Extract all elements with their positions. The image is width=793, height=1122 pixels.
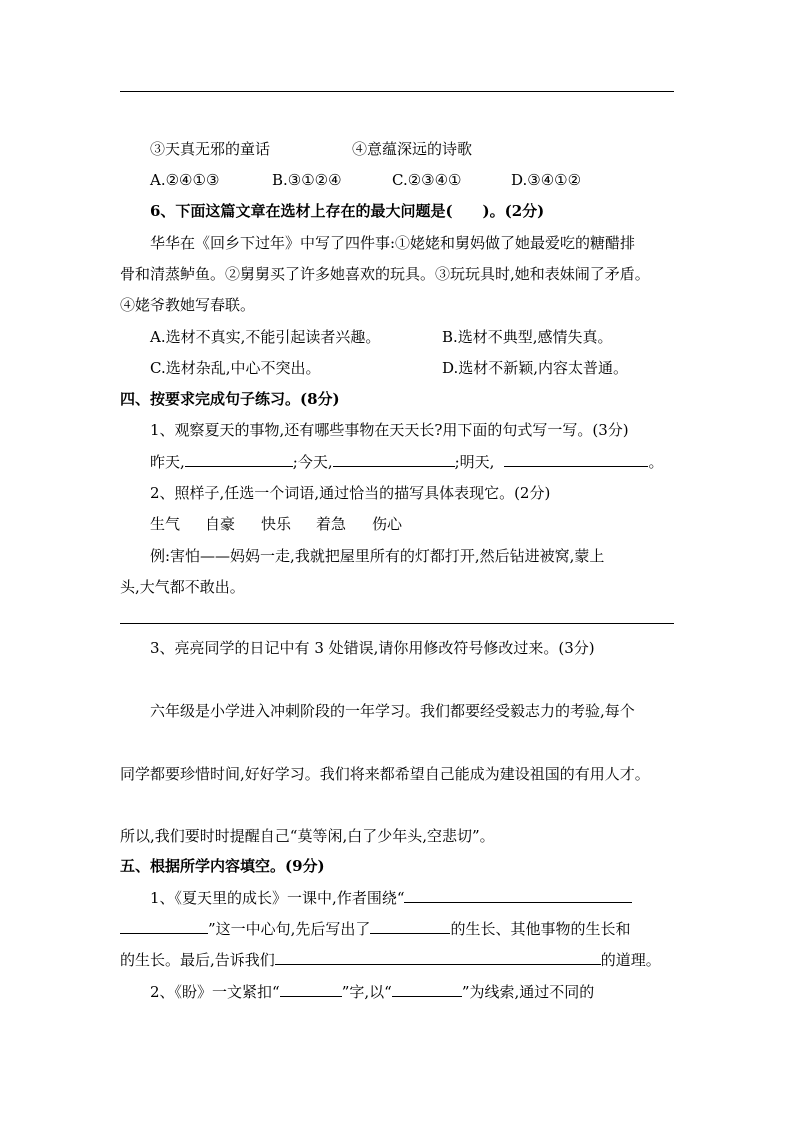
answer-blank[interactable] — [370, 919, 450, 934]
q6-choice-b: B.选材不典型,感情失真。 — [442, 328, 613, 346]
choice-b: B.③①②④ — [272, 171, 342, 189]
option-3: ③天真无邪的童话 — [150, 140, 271, 158]
answer-divider — [120, 623, 674, 624]
choice-c: C.②③④① — [392, 171, 462, 189]
s4-question-1: 1、观察夏天的事物,还有哪些事物在天天长?用下面的句式写一写。(3分) — [150, 421, 629, 439]
question-6-title: 6、下面这篇文章在选材上存在的最大问题是( )。(2分) — [150, 202, 545, 220]
s5-q1-text: 的生长。最后,告诉我们 — [120, 951, 275, 969]
choice-a: A.②④①③ — [150, 171, 220, 189]
answer-blank[interactable] — [333, 452, 455, 467]
line-end: 。 — [648, 453, 664, 471]
s5-q1-line1 — [150, 888, 632, 908]
s5-q1-text: ”这一中心句,先后写出了 — [208, 920, 371, 938]
s5-q1-text: 的生长、其他事物的生长和 — [450, 920, 631, 938]
q6-choice-d: D.选材不新颖,内容太普通。 — [442, 359, 629, 377]
word-option: 快乐 — [261, 515, 292, 533]
s5-q1-line3 — [120, 950, 661, 970]
word-option: 伤心 — [372, 515, 403, 533]
s5-q1-line2 — [120, 919, 630, 939]
diary-line: 同学都要珍惜时间,好好学习。我们将来都希望自己能成为建设祖国的有用人才。 — [120, 765, 650, 783]
word-option: 自豪 — [205, 515, 236, 533]
s5-q2-text: ”为线索,通过不同的 — [461, 983, 595, 1001]
answer-blank[interactable] — [120, 919, 208, 934]
s5-q2-text: ”字,以“ — [341, 983, 392, 1001]
section-5-title: 五、根据所学内容填空。(9分) — [120, 857, 325, 875]
answer-blank[interactable] — [185, 452, 293, 467]
answer-blank[interactable] — [404, 888, 632, 903]
example-line: 例:害怕——妈妈一走,我就把屋里所有的灯都打开,然后钻进被窝,蒙上 — [150, 547, 605, 565]
answer-blank[interactable] — [504, 452, 648, 467]
question-6-paragraph-line: 骨和清蒸鲈鱼。②舅舅买了许多她喜欢的玩具。③玩玩具时,她和表妹闹了矛盾。 — [120, 265, 650, 283]
s4-q1-fill-line — [150, 452, 663, 472]
q6-choice-a: A.选材不真实,不能引起读者兴趣。 — [150, 328, 381, 346]
diary-line: 六年级是小学进入冲刺阶段的一年学习。我们都要经受毅志力的考验,每个 — [150, 702, 635, 720]
yesterday-label: 昨天, — [150, 453, 185, 471]
today-label: ;今天, — [292, 453, 333, 471]
s4-question-3: 3、亮亮同学的日记中有 3 处错误,请你用修改符号修改过来。(3分) — [150, 639, 595, 657]
top-divider — [120, 91, 674, 92]
section-4-title: 四、按要求完成句子练习。(8分) — [120, 390, 340, 408]
word-option: 着急 — [316, 515, 347, 533]
question-6-paragraph-line: ④姥爷教她写春联。 — [120, 296, 256, 314]
answer-blank[interactable] — [392, 982, 462, 997]
word-option: 生气 — [150, 515, 181, 533]
s5-q2-line — [150, 982, 594, 1002]
s4-question-2: 2、照样子,任选一个词语,通过恰当的描写具体表现它。(2分) — [150, 484, 551, 502]
s5-q2-text: 2、《盼》一文紧扣“ — [150, 983, 280, 1001]
example-line: 头,大气都不敢出。 — [120, 578, 245, 596]
choice-d: D.③④①② — [511, 171, 582, 189]
option-4: ④意蕴深远的诗歌 — [352, 140, 473, 158]
s5-q1-text: 1、《夏天里的成长》一课中,作者围绕“ — [150, 889, 405, 907]
diary-line: 所以,我们要时时提醒自己“莫等闲,白了少年头,空悲切”。 — [120, 827, 495, 845]
s5-q1-text: 的道理。 — [600, 951, 661, 969]
q6-choice-c: C.选材杂乱,中心不突出。 — [150, 359, 321, 377]
question-6-paragraph-line: 华华在《回乡下过年》中写了四件事:①姥姥和舅妈做了她最爱吃的糖醋排 — [150, 234, 636, 252]
answer-blank[interactable] — [275, 950, 601, 965]
answer-blank[interactable] — [280, 982, 342, 997]
tomorrow-label: ;明天, — [454, 453, 495, 471]
